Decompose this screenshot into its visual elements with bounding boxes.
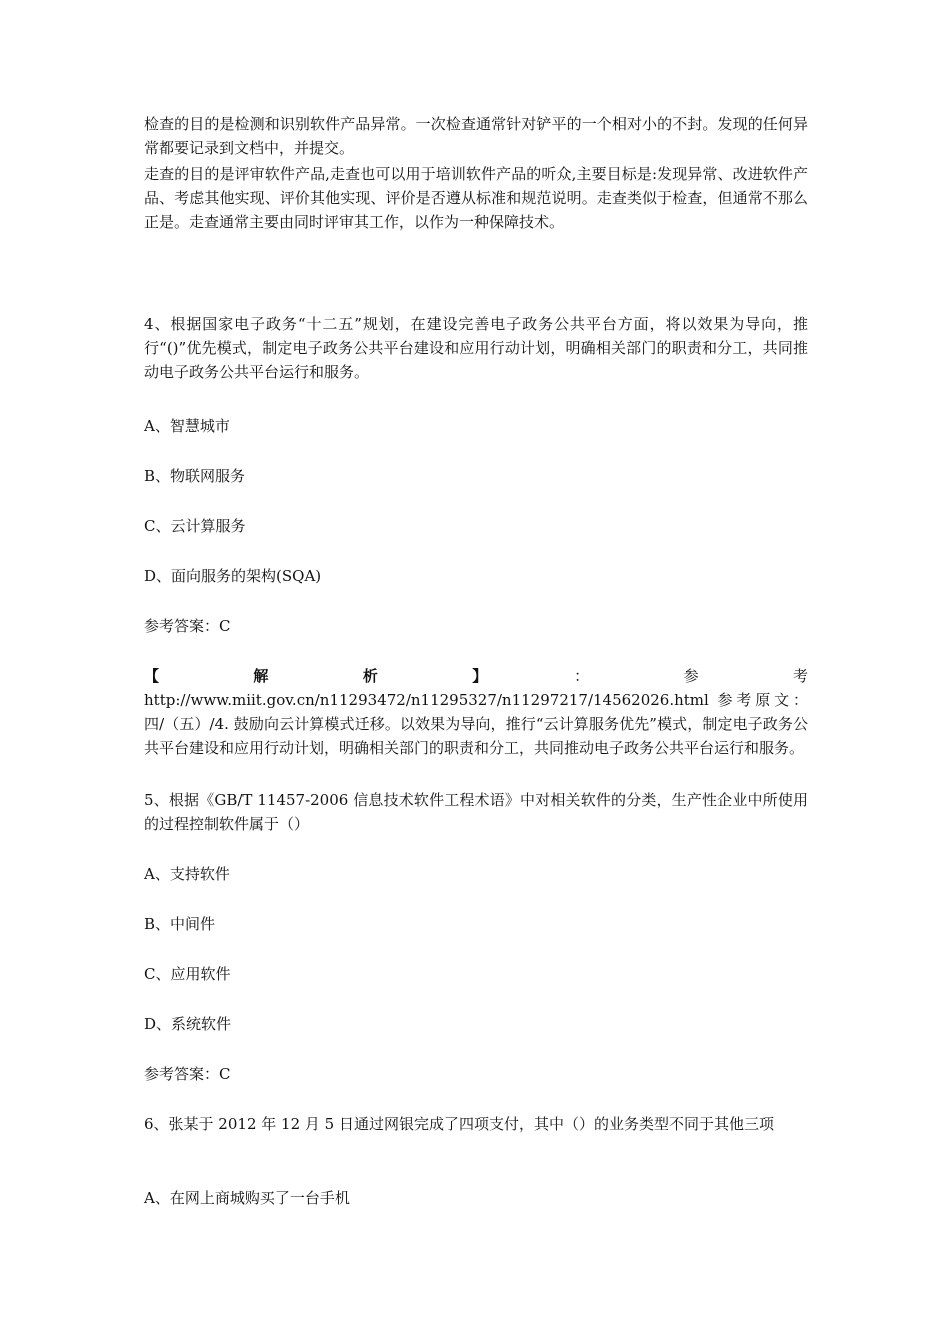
walkthrough-paragraph: 走查的目的是评审软件产品,走查也可以用于培训软件产品的听众,主要目标是:发现异常、改进软件产品、考虑其他实现、评价其他实现、评价是否遵从标准和规范说明。走查类似于检查，但通常不那么正是。走查通常主要由同时评审其工作，以作为一种保障技术。 xyxy=(144,165,808,231)
question-5-option-b: B、中间件 xyxy=(144,915,216,933)
question-4-answer: 参考答案：C xyxy=(144,617,231,635)
question-6-option-a: A、在网上商城购买了一台手机 xyxy=(144,1189,350,1207)
question-4-option-c: C、云计算服务 xyxy=(144,517,246,535)
question-6-text: 6、张某于 2012 年 12 月 5 日通过网银完成了四项支付，其中（）的业务类型不同于其他三项 xyxy=(144,1115,774,1133)
question-5-option-d: D、系统软件 xyxy=(144,1015,232,1033)
question-4-analysis xyxy=(144,664,808,760)
inspection-paragraph: 检查的目的是检测和识别软件产品异常。一次检查通常针对铲平的一个相对小的不封。发现的任何异常都要记录到文档中，并提交。 xyxy=(144,115,808,157)
question-5-answer: 参考答案：C xyxy=(144,1065,231,1083)
question-5-text: 5、根据《GB/T 11457-2006 信息技术软件工程术语》中对相关软件的分类，生产性企业中所使用的过程控制软件属于（） xyxy=(144,791,808,833)
question-4-text: 4、根据国家电子政务“十二五”规划，在建设完善电子政务公共平台方面，将以效果为导向，推行“()”优先模式，制定电子政务公共平台建设和应用行动计划，明确相关部门的职责和分工，共同推动电子政务公共平台运行和服务。 xyxy=(144,315,808,381)
question-4-option-b: B、物联网服务 xyxy=(144,467,246,485)
analysis-label: 【解析】 xyxy=(144,667,575,685)
analysis-text: ：参考 http://www.miit.gov.cn/n11293472/n11295327/n11297217/14562026.html 参考原文：四/（五）/4. 鼓励向云计算模式迁移。以效果为导向，推行“云计算服务优先”模式，制定电子政务公共平台建设和应用行动计划，明确相关部门的职责和分工，共同推动电子政务公共平台运行和服务。 xyxy=(144,667,808,757)
question-5-option-a: A、支持软件 xyxy=(144,865,230,883)
question-4-option-a: A、智慧城市 xyxy=(144,417,230,435)
question-5-option-c: C、应用软件 xyxy=(144,965,231,983)
question-4-option-d: D、面向服务的架构(SQA) xyxy=(144,567,322,585)
